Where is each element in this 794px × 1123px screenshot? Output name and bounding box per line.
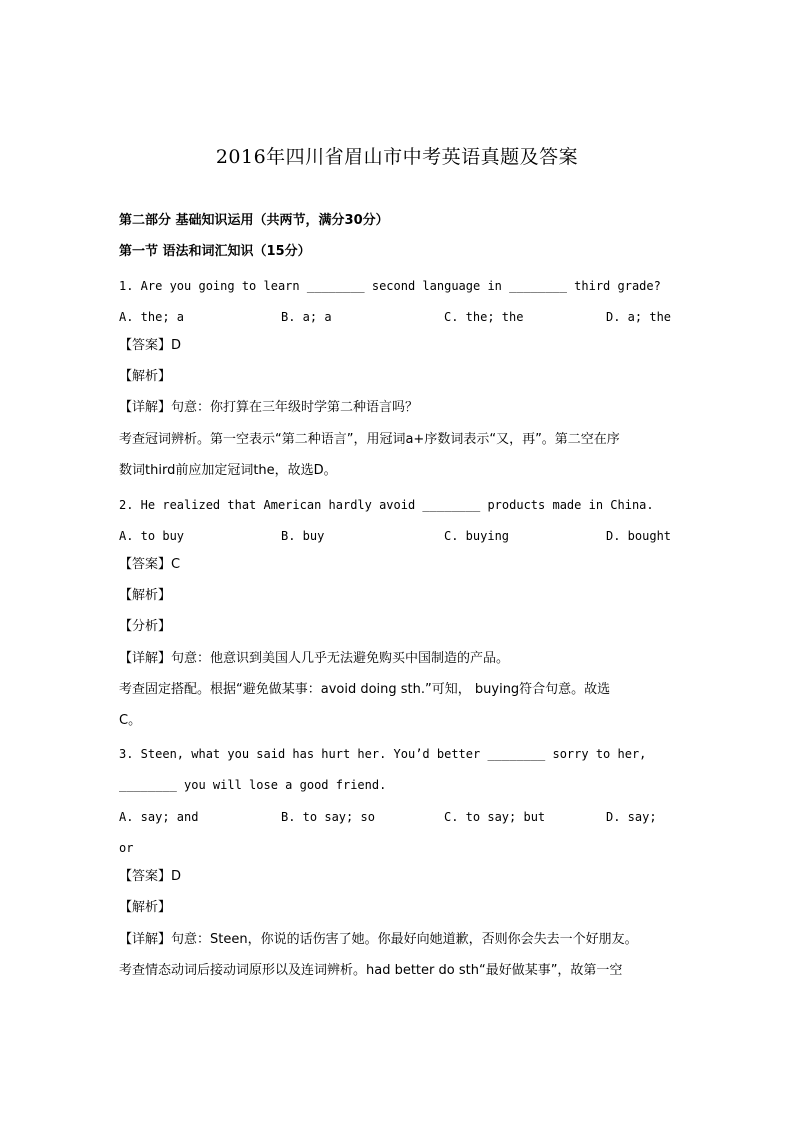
question-2-detail: 【详解】句意：他意识到美国人几乎无法避免购买中国制造的产品。 [119,651,510,666]
question-2-option-a: A. to buy [119,529,185,543]
question-1-detail: 【详解】句意：你打算在三年级时学第二种语言吗？ [119,400,419,415]
part-heading: 第二部分 基础知识运用（共两节，满分30分） [119,213,389,228]
question-3-option-c: C. to say; but [444,810,546,824]
question-3-option-a: A. say; and [119,810,199,824]
question-1-explanation: 考查冠词辨析。第一空表示“第二种语言”，用冠词a+序数词表示“又，再”。第二空在序 [119,432,620,447]
question-2-fenxi-label: 【分析】 [119,619,172,634]
question-2-stem: 2. He realized that American hardly avoid ________ products made in China. [119,498,654,512]
question-3-stem-cont: ________ you will lose a good friend. [119,778,387,792]
question-3-option-d-wrap: or [119,841,134,855]
question-3-option-b: B. to say; so [281,810,375,824]
document-title: 2016年四川省眉山市中考英语真题及答案 [215,146,579,168]
question-1-stem: 1. Are you going to learn ________ second language in ________ third grade? [119,279,661,293]
question-2-answer: 【答案】C [119,557,181,572]
question-1-explanation-cont: 数词third前应加定冠词the，故选D。 [119,463,337,478]
question-1-option-a: A. the; a [119,310,185,324]
question-1-option-d: D. a; the [606,310,672,324]
section-heading: 第一节 语法和词汇知识（15分） [119,244,311,259]
question-3-detail: 【详解】句意：Steen，你说的话伤害了她。你最好向她道歉，否则你会失去一个好朋友。 [119,932,638,947]
question-1-answer: 【答案】D [119,338,182,353]
question-2-analysis-label: 【解析】 [119,588,172,603]
question-1-analysis-label: 【解析】 [119,369,172,384]
question-3-analysis-label: 【解析】 [119,900,172,915]
question-2-option-c: C. buying [444,529,510,543]
question-2-option-b: B. buy [281,529,325,543]
question-3-explanation: 考查情态动词后接动词原形以及连词辨析。had better do sth“最好做某事”，故第一空 [119,963,623,978]
question-2-option-d: D. bought [606,529,672,543]
question-1-option-b: B. a; a [281,310,332,324]
question-2-explanation-cont: C。 [119,713,142,728]
question-2-explanation: 考查固定搭配。根据“避免做某事：avoid doing sth.”可知， buying符合句意。故选 [119,682,611,697]
question-3-answer: 【答案】D [119,869,182,884]
question-1-option-c: C. the; the [444,310,524,324]
question-3-option-d: D. say; [606,810,657,824]
question-3-stem: 3. Steen, what you said has hurt her. You’d better ________ sorry to her, [119,747,647,761]
